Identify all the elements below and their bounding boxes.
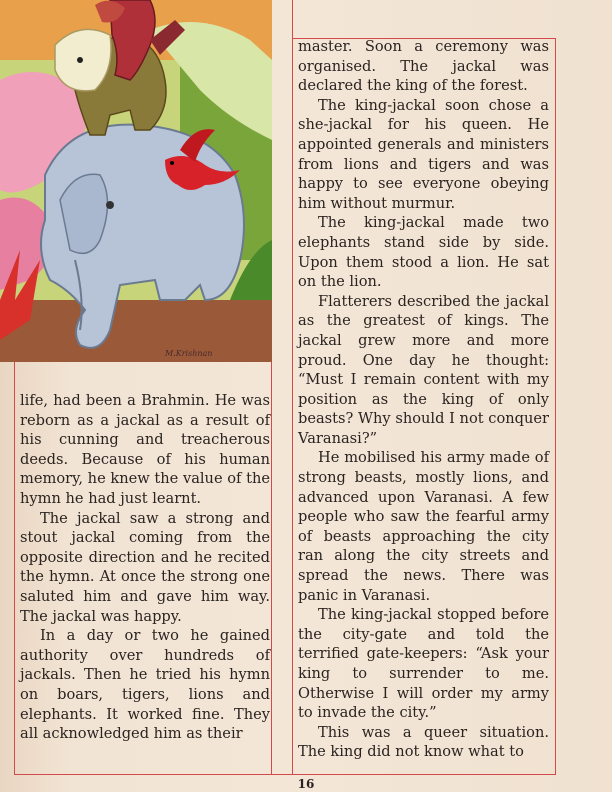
paragraph: The king-jackal made two elephants stand side by side. Upon them stood a lion. He sat on the lion. bbox=[298, 214, 549, 291]
left-text-column bbox=[20, 391, 270, 744]
paragraph: The jackal saw a strong and stout jackal coming from the opposite direction and he recited the hymn. At once the strong one saluted him and gave him way. The jackal was happy. bbox=[20, 509, 270, 625]
paragraph: The king-jackal soon chose a she-jackal for his queen. He appointed generals and ministers from lions and tigers and was happy to see everyone obeying him without murmur. bbox=[298, 96, 549, 212]
column-rule-right bbox=[555, 38, 556, 774]
paragraph: He mobilised his army made of strong beasts, mostly lions, and advanced upon Varanasi. A few people who saw the fearful army of beasts approaching the city ran along the city streets and spread the news. There was panic in Varanasi. bbox=[298, 449, 549, 604]
right-text-column bbox=[298, 37, 549, 762]
column-rule-middle bbox=[292, 0, 293, 774]
illustration-drawing bbox=[0, 0, 272, 362]
paragraph: master. Soon a ceremony was organised. The jackal was declared the king of the forest. bbox=[298, 38, 549, 95]
paragraph: Flatterers described the jackal as the greatest of kings. The jackal grew more and more proud. One day he thought: “Must I remain content with my position as the king of only beasts? Why should I not conquer Varanasi?” bbox=[298, 292, 549, 447]
paragraph: In a day or two he gained authority over hundreds of jackals. Then he tried his hymn on boars, tigers, lions and elephants. It worked fine. They all acknowledged him as their bbox=[20, 627, 270, 743]
paragraph: The king-jackal stopped before the city-gate and told the terrified gate-keepers: “Ask your king to surrender to me. Otherwise I will order my army to invade the city.” bbox=[298, 606, 549, 722]
illustrator-signature: M.Krishnan bbox=[165, 349, 213, 358]
page-number: 16 bbox=[297, 777, 315, 791]
bottom-rule bbox=[14, 774, 556, 775]
column-rule-left-inner bbox=[271, 362, 272, 774]
story-illustration bbox=[0, 0, 272, 362]
paragraph: This was a queer situation. The king did not know what to bbox=[298, 723, 549, 761]
paragraph: life, had been a Brahmin. He was reborn as a jackal as a result of his cunning and treacherous deeds. Because of his human memory, he knew the value of the hymn he had just learnt. bbox=[20, 392, 270, 507]
column-rule-left-outer bbox=[14, 362, 15, 774]
